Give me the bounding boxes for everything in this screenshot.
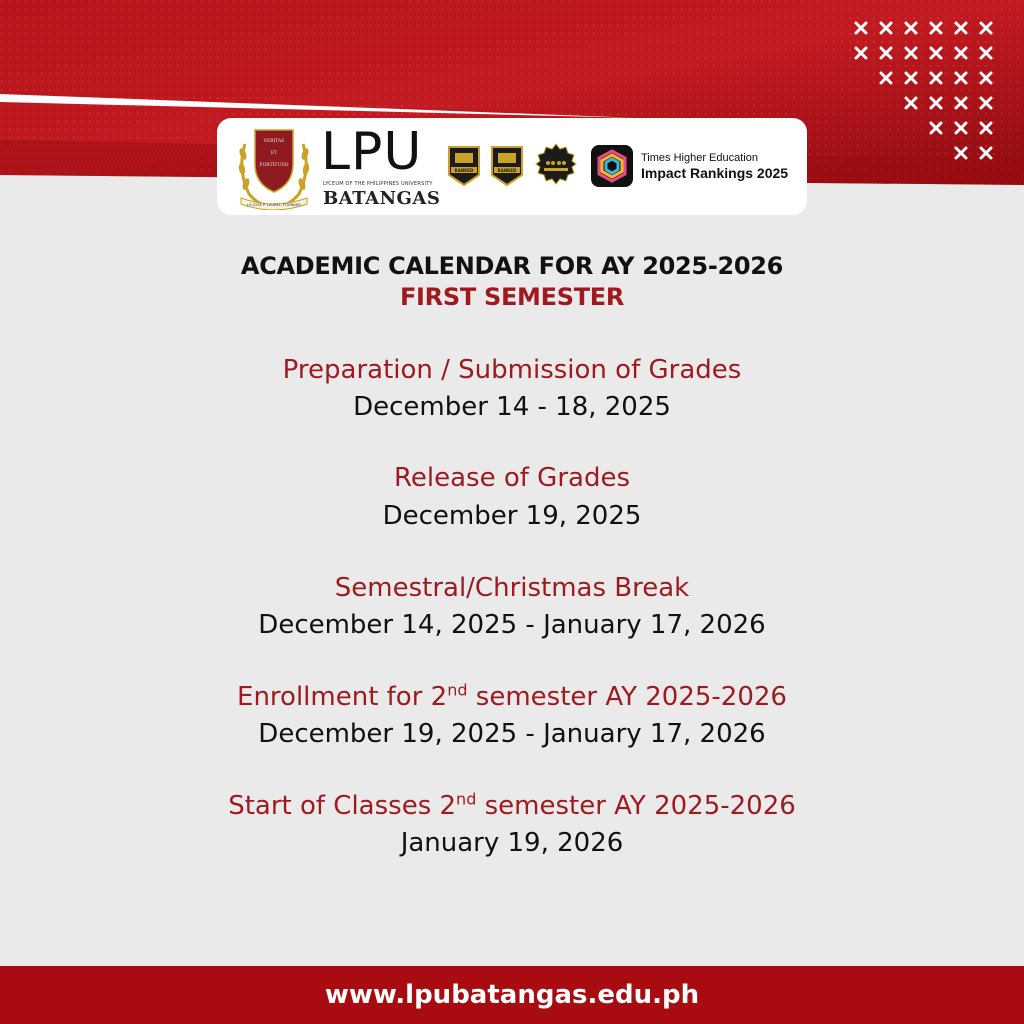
event-title: Release of Grades (394, 463, 630, 493)
event-title: Enrollment for 2nd semester AY 2025-2026 (237, 680, 787, 712)
svg-text:J.P. JOSE P. LAUREL, FOUNDER: J.P. JOSE P. LAUREL, FOUNDER (247, 203, 301, 207)
event-date: December 14, 2025 - January 17, 2026 (258, 610, 766, 640)
event-date: December 19, 2025 (382, 501, 642, 531)
lpu-name: LPU (321, 122, 423, 182)
lpu-campus: BATANGAS (323, 188, 441, 209)
svg-text:ET: ET (270, 151, 278, 156)
ranking-line2: Impact Rankings 2025 (641, 165, 789, 181)
svg-text:VERITAS: VERITAS (263, 139, 285, 144)
event-date: December 14 - 18, 2025 (353, 392, 671, 422)
website-link[interactable]: www.lpubatangas.edu.ph (324, 980, 700, 1010)
semester-title: FIRST SEMESTER (399, 283, 625, 311)
lpu-full-name: LYCEUM OF THE PHILIPPINES UNIVERSITY (323, 181, 433, 187)
svg-text:RANKED: RANKED (497, 168, 517, 173)
event-date: December 19, 2025 - January 17, 2026 (258, 719, 766, 749)
event-title: Semestral/Christmas Break (334, 573, 690, 603)
footer-bar (0, 966, 1024, 1024)
ranking-line1: Times Higher Education (641, 152, 758, 164)
event-title: Preparation / Submission of Grades (282, 355, 742, 385)
event-date: January 19, 2026 (400, 828, 624, 858)
svg-text:RANKED: RANKED (454, 168, 474, 173)
svg-text:FORTITUDO: FORTITUDO (259, 163, 289, 168)
page-title: ACADEMIC CALENDAR FOR AY 2025-2026 (240, 252, 784, 280)
event-title: Start of Classes 2nd semester AY 2025-2026 (228, 789, 796, 821)
